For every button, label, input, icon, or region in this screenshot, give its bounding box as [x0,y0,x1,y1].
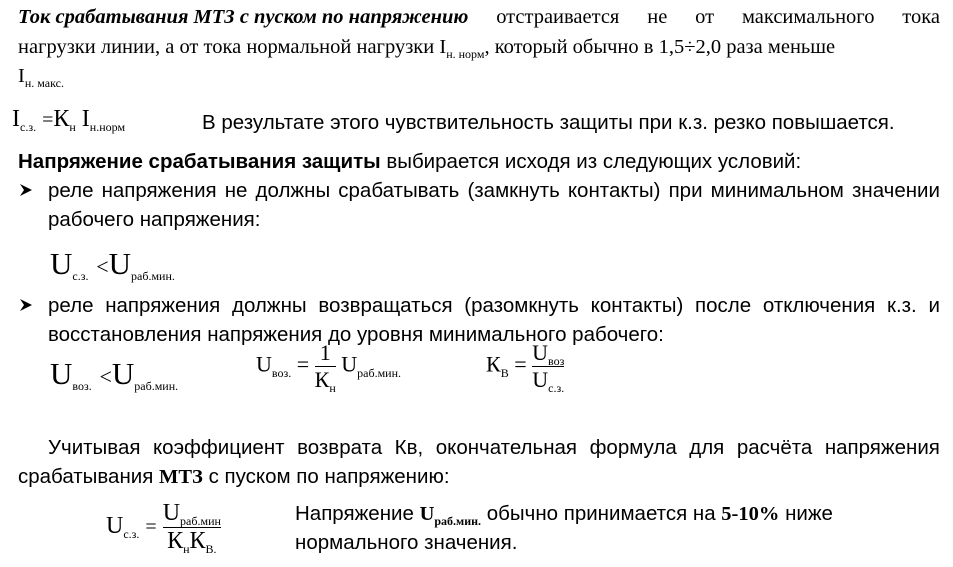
note-line1 [295,502,833,528]
para2-rest: выбирается исходя из следующих условий: [380,150,802,173]
para1-word: максимального [741,6,875,28]
f6-eq: = [145,516,157,539]
arrowhead-bullet-icon [19,298,33,312]
f5-K: К [486,351,501,377]
bullet1-word: при [668,179,703,202]
f5-num: U [532,340,549,365]
para1-line2-text-a: нагрузки линии, а от тока нормальной нагрузки I [18,36,447,58]
note-U: U [419,503,435,525]
f1-I2-sub: н.норм [89,120,126,134]
para2-bold: Напряжение срабатывания защиты [18,150,381,173]
f3-op: < [99,364,112,389]
bullet2-word: контакты) [590,294,684,317]
para3-line2-b: с пуском по напряжению: [202,465,450,488]
bullet1-line2: рабочего напряжения: [48,208,261,231]
f1-eq: = [42,109,54,131]
f4-eq: = [296,351,310,377]
bullet2-word: и [928,294,940,317]
f4-num: 1 [319,340,331,365]
para1-bold-title: Ток срабатывания МТЗ с пуском по напряжению [18,6,469,28]
f6-num: U [162,500,181,526]
f5-fraction [532,340,564,393]
f6-U-sub: с.з. [123,527,140,542]
f5-K-sub: В [500,365,509,380]
bullet2-line1-justified [48,294,940,318]
para3-line1 [48,436,940,460]
para1-line3-I: I [18,65,25,87]
para3-line2-bold: МТЗ [159,466,203,488]
para3-word: окончательная [435,436,578,459]
f2-U2-sub: раб.мин. [131,269,175,283]
para3-word: Учитывая [48,436,141,459]
f3-U2: U [111,356,135,391]
f4-U2: U [341,351,358,377]
f6-den-k1: К [167,528,184,554]
note-c: ниже [779,502,833,525]
f1-I2: I [81,106,90,132]
f5-num-sub: воз [548,354,565,368]
f5-den-wrap [532,367,564,393]
bullet1-word: должны [255,179,331,202]
bullet2-word: возвращаться [318,294,453,317]
para3-word: для [689,436,725,459]
f4-U2-sub: раб.мин. [357,365,402,380]
para1-word: тока [902,6,940,28]
note-line2: нормального значения. [295,531,518,554]
f4-den-sub: н [329,381,336,395]
para1-line2 [18,35,835,61]
f2-U: U [50,246,73,281]
para1-word: не [647,6,668,28]
formula-uvoz-eq [256,340,401,393]
f4-U: U [256,351,272,377]
para3-line1-justified [48,436,940,460]
f4-fraction [315,340,336,393]
para1-line1 [18,5,940,29]
f2-U-sub: с.з. [72,269,89,283]
bullet2-word: (разомкнуть [464,294,579,317]
bullet1-word: значении [851,179,940,202]
f6-den-k2-sub: В. [205,542,217,556]
f6-num-wrap [163,500,221,527]
bullet2-line2: восстановления напряжения до уровня минимального рабочего: [48,323,664,346]
f6-den-k1-sub: н [183,542,190,556]
bullet2-word: должны [232,294,307,317]
para1-line2-sub: н. норм [446,47,485,61]
f4-den: К [314,367,330,392]
f6-fraction [163,500,221,555]
f6-den-wrap [167,528,216,555]
bullet1-line1-justified [48,179,940,203]
para2 [18,150,801,174]
bullet1-word: срабатывать [338,179,460,202]
f1-K-sub: н [69,120,76,134]
formula-kv [486,340,564,393]
note-bold: 5-10% [721,503,780,525]
formula-iszz [12,106,125,133]
f2-U2: U [108,246,132,281]
para1-line1-justified [18,5,940,29]
bullet2-word: к.з. [886,294,917,317]
para3-word: расчёта [736,436,813,459]
bullet2-word: напряжения [105,294,221,317]
para3-word: напряжения [824,436,940,459]
para1-word: от [695,6,715,28]
arrowhead-bullet-icon [19,183,33,197]
para1-line3 [18,64,64,90]
bullet1-word: минимальном [710,179,844,202]
para1-word: отстраивается [496,6,620,28]
bullet2-word: отключения [762,294,876,317]
f3-U-sub: воз. [72,379,92,393]
f5-den: U [532,367,549,392]
bullet1-word: контакты) [567,179,661,202]
f1-K: К [53,106,70,132]
note-a: Напряжение [295,502,420,525]
f5-eq: = [514,351,527,377]
f1-I-sub: с.з. [20,120,37,134]
bullet1-word: реле [48,179,94,202]
f3-U: U [50,356,73,391]
para3-line2-a: срабатывания [18,465,160,488]
para3-word: коэффициент [152,436,285,459]
bullet1-word: напряжения [101,179,217,202]
sensitivity-text: В результате этого чувствительность защиты при к.з. резко повышается. [202,111,895,134]
f6-num-sub: раб.мин [180,514,221,528]
para3-line2 [18,465,450,489]
f6-den-k2: К [189,528,206,554]
para3-word: формула [589,436,677,459]
note-U-sub: раб.мин. [434,514,482,528]
para3-word: Кв, [394,436,424,459]
formula-usz-less [50,246,175,282]
bullet2-line1 [48,294,940,318]
bullet2-word: после [695,294,752,317]
f4-U-sub: воз. [271,365,292,380]
f4-den-wrap [315,367,336,393]
f6-U: U [106,513,124,540]
para1-line3-sub: н. макс. [24,76,64,90]
f2-op: < [96,254,109,279]
bullet1-word: не [224,179,248,202]
note-b: обычно принимается на [481,502,722,525]
bullet1-line1 [48,179,940,203]
f3-U2-sub: раб.мин. [134,379,179,393]
bullet2-word: реле [48,294,94,317]
bullet1-word: (замкнуть [467,179,560,202]
f5-num-wrap [532,340,564,366]
f1-I: I [12,106,20,132]
formula-uvoz-less [50,356,178,392]
f5-den-sub: с.з. [548,381,565,395]
para1-line2-text-b: , который обычно в 1,5÷2,0 раза меньше [484,36,836,58]
para3-word: возврата [297,436,383,459]
formula-final-usz [106,500,221,555]
